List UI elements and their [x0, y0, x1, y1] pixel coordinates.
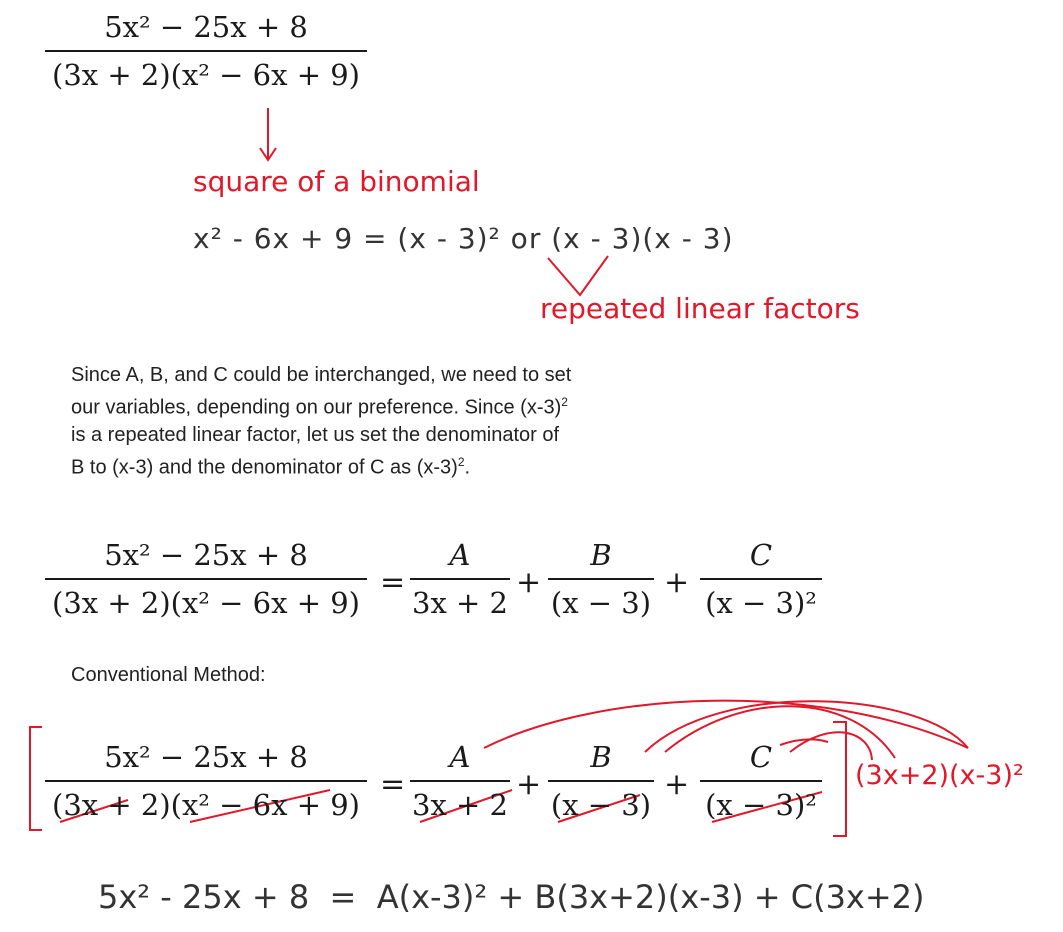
eq3-b-denominator: (x − 3)	[550, 788, 652, 822]
para-line-4-sup: 2	[457, 454, 465, 469]
para-line-3: is a repeated linear factor, let us set the denominator of	[71, 423, 560, 446]
note-square-of-binomial: square of a binomial	[193, 165, 480, 198]
eq2-b-numerator: B	[590, 538, 612, 572]
eq1-numerator: 5x² − 25x + 8	[104, 10, 308, 44]
eq2-c-numerator: C	[749, 538, 773, 572]
eq2-a-bar	[410, 578, 510, 580]
para-line-1: Since A, B, and C could be interchanged, we need to set	[71, 364, 572, 386]
eq3-c-bar	[700, 780, 822, 782]
eq3-c-fraction	[700, 740, 822, 822]
eq3-lhs-denominator: (3x + 2)(x² − 6x + 9)	[52, 788, 360, 822]
eq2-lhs-fraction	[45, 538, 367, 620]
eq3-b-numerator: B	[590, 740, 612, 774]
eq2-c-denominator: (x − 3)²	[705, 586, 817, 620]
eq3-equals: =	[380, 767, 406, 802]
method-label: Conventional Method:	[71, 664, 266, 686]
para-line-2: our variables, depending on our preference. Since (x-3)	[71, 396, 562, 419]
eq2-plus-2: +	[664, 565, 690, 600]
eq2-c-bar	[700, 578, 822, 580]
eq3-c-denominator: (x − 3)²	[705, 788, 817, 822]
eq2-b-bar	[548, 578, 654, 580]
para-line-4: B to (x-3) and the denominator of C as (x-3)	[71, 456, 458, 479]
eq2-lhs-bar	[45, 578, 367, 580]
eq3-a-numerator: A	[449, 740, 471, 774]
eq2-b-denominator: (x − 3)	[550, 586, 652, 620]
eq2-lhs-denominator: (3x + 2)(x² − 6x + 9)	[52, 586, 360, 620]
eq3-c-numerator: C	[749, 740, 773, 774]
eq2-lhs-numerator: 5x² − 25x + 8	[104, 538, 308, 572]
eq2-equals: =	[380, 565, 406, 600]
eq2-c-fraction	[700, 538, 822, 620]
eq3-b-fraction	[548, 740, 654, 822]
eq3-plus-1: +	[516, 767, 542, 802]
eq2-b-fraction	[548, 538, 654, 620]
eq2-a-denominator: 3x + 2	[412, 586, 508, 620]
para-line-2-sup: 2	[561, 395, 568, 409]
explanation-paragraph	[71, 362, 721, 481]
left-bracket	[30, 727, 42, 830]
right-bracket	[833, 722, 846, 836]
final-equation: 5x² - 25x + 8 = A(x-3)² + B(3x+2)(x-3) + C(3x+2)	[98, 878, 925, 916]
eq2-a-fraction	[410, 538, 510, 620]
eq3-a-fraction	[410, 740, 510, 822]
eq3-b-bar	[548, 780, 654, 782]
eq3-lhs-fraction	[45, 740, 367, 822]
eq3-a-denominator: 3x + 2	[412, 788, 508, 822]
eq1-denominator: (3x + 2)(x² − 6x + 9)	[52, 58, 360, 92]
eq3-lhs-numerator: 5x² − 25x + 8	[104, 740, 308, 774]
v-pointer-icon	[548, 256, 608, 295]
para-line-4-end: .	[464, 456, 471, 479]
identity-line: x² - 6x + 9 = (x - 3)² or (x - 3)(x - 3)	[193, 222, 734, 255]
eq3-plus-2: +	[664, 767, 690, 802]
down-arrow-icon	[260, 108, 276, 160]
note-repeated-linear-factors: repeated linear factors	[540, 292, 860, 325]
eq2-plus-1: +	[516, 565, 542, 600]
multiplier-annotation: (3x+2)(x-3)²	[855, 760, 1024, 791]
eq2-a-numerator: A	[449, 538, 471, 572]
eq3-a-bar	[410, 780, 510, 782]
eq3-lhs-bar	[45, 780, 367, 782]
